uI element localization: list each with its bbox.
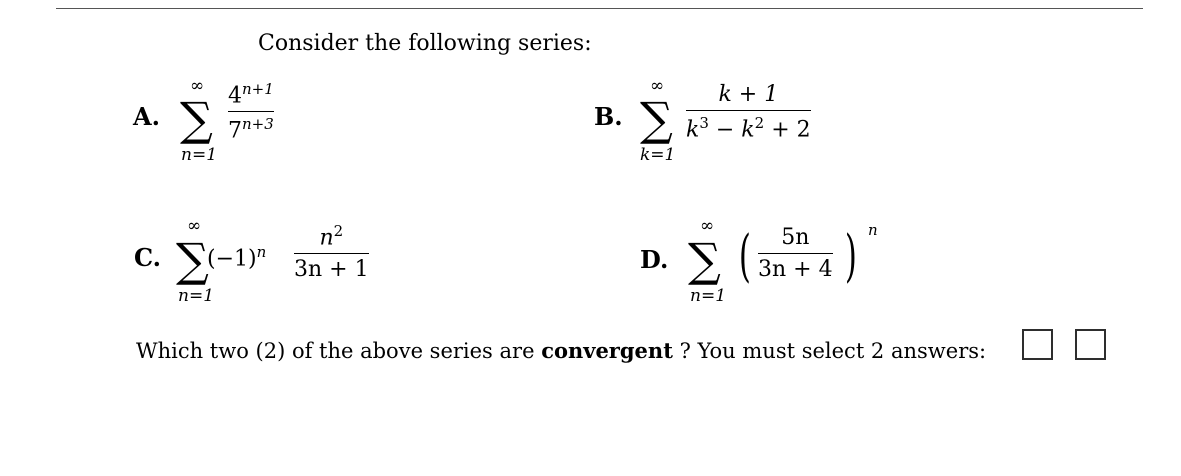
- option-b-denominator-tail: + 2: [764, 117, 811, 143]
- option-d-upper-limit: ∞: [700, 216, 715, 236]
- question-emphasis: convergent: [541, 338, 673, 363]
- option-c-numerator-exponent: 2: [333, 222, 344, 240]
- option-a-upper-limit: ∞: [190, 76, 205, 96]
- problem-prompt: Consider the following series:: [258, 31, 592, 56]
- option-b-denominator-exponent-2: 2: [754, 114, 765, 132]
- option-c-label: C.: [134, 243, 162, 272]
- question-text: [136, 338, 986, 363]
- question-before: Which two (2) of the above series are: [136, 339, 542, 363]
- option-b-sigma-icon: ∑: [640, 92, 673, 146]
- option-b-denominator-k: k: [686, 117, 700, 143]
- option-c-sigma-icon: ∑: [176, 233, 209, 287]
- option-d-right-paren-icon: ): [844, 224, 857, 289]
- option-c-factor: (−1): [207, 246, 257, 272]
- option-d-denominator: 3n + 4: [758, 257, 833, 282]
- option-c-sign-factor: [207, 243, 266, 271]
- option-c-upper-limit: ∞: [187, 216, 202, 236]
- option-a-denominator-exponent: n+3: [242, 115, 274, 134]
- question-after: ? You must select 2 answers:: [672, 339, 987, 363]
- option-d-label: D.: [640, 245, 669, 274]
- option-a-numerator: 4: [228, 83, 242, 109]
- option-a-denominator: 7: [228, 118, 242, 144]
- option-c-numerator: n: [319, 225, 334, 251]
- option-a-fraction: [228, 80, 274, 144]
- option-b-label: B.: [594, 102, 623, 131]
- option-b-numerator: k + 1: [718, 82, 779, 107]
- option-b-denominator-middle: − k: [708, 117, 755, 143]
- option-c-lower-limit: n=1: [178, 286, 215, 306]
- option-d-numerator: 5n: [781, 225, 810, 250]
- option-a-sigma-icon: ∑: [180, 92, 213, 146]
- option-b-fraction: [686, 82, 811, 142]
- option-d-lower-limit: n=1: [690, 286, 727, 306]
- option-d-left-paren-icon: (: [738, 224, 751, 289]
- option-d-sigma-icon: ∑: [688, 233, 721, 287]
- option-c-denominator: 3n + 1: [294, 257, 369, 283]
- option-a-lower-limit: n=1: [181, 145, 218, 165]
- top-divider: [56, 8, 1143, 9]
- option-c-fraction: [294, 222, 369, 282]
- option-b-upper-limit: ∞: [650, 76, 665, 96]
- option-a-numerator-exponent: n+1: [242, 80, 274, 98]
- option-d-fraction: [758, 225, 833, 282]
- option-b-denominator-exponent-1: 3: [699, 114, 709, 132]
- answer-checkbox-2[interactable]: [1075, 329, 1106, 360]
- answer-checkbox-1[interactable]: [1022, 329, 1053, 360]
- option-d-outer-exponent: n: [868, 221, 878, 239]
- option-a-label: A.: [133, 102, 160, 131]
- option-b-lower-limit: k=1: [640, 145, 676, 165]
- option-c-factor-exponent: n: [256, 243, 267, 261]
